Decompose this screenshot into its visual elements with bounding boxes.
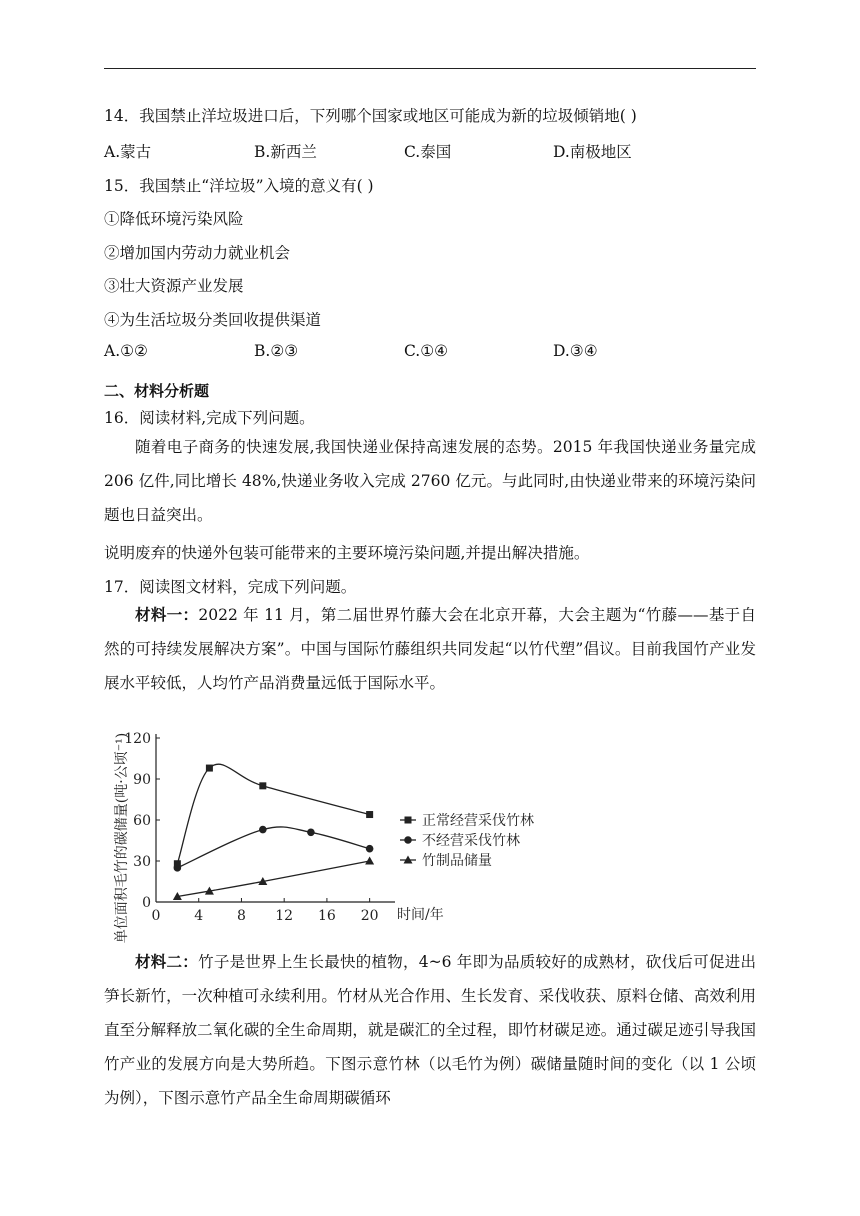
chart-curves [177,764,369,896]
q14-stem: 14．我国禁止洋垃圾进口后，下列哪个国家或地区可能成为新的垃圾倾销地( ) [104,107,637,125]
q14-option-c: C.泰国 [404,143,452,161]
legend-label-3: 竹制品储量 [422,853,492,869]
series-line-3 [177,861,369,897]
x-tick-label: 0 [151,908,161,924]
y-axis-label: 单位面积毛竹的碳储量(吨·公顷⁻¹) [114,732,130,944]
legend-label-2: 不经营采伐竹林 [422,833,520,849]
y-tick-label: 0 [142,895,151,911]
data-point-series-1 [206,765,213,772]
q16-material: 随着电子商务的快速发展,我国快递业保持高速发展的态势。2015 年我国快递业务量完成 206 亿件,同比增长 48%,快递业务收入完成 2760 亿元。与此同时,由快递业带来的环境污染问题也日益突出。 [104,438,756,524]
legend-marker-1 [405,817,412,824]
y-tick-label: 30 [133,854,151,870]
x-tick-label: 20 [360,908,379,924]
q14-option-b: B.新西兰 [254,143,317,161]
q15-option-c: C.①④ [404,342,449,360]
q15-item-1: ①降低环境污染风险 [104,210,244,228]
x-tick-label: 4 [194,908,204,924]
series-line-2 [177,827,369,868]
q15-item-3: ③壮大资源产业发展 [104,277,244,295]
q15-stem: 15．我国禁止“洋垃圾”入境的意义有( ) [104,177,374,195]
x-axis-label: 时间/年 [397,907,444,923]
q15-item-2: ②增加国内劳动力就业机会 [104,244,291,262]
q16-question: 说明废弃的快递外包装可能带来的主要环境污染问题,并提出解决措施。 [104,544,590,562]
data-point-series-2 [307,829,315,837]
q17-material-2 [104,945,756,1115]
legend-label-1: 正常经营采伐竹林 [422,813,534,829]
q15-option-d: D.③④ [553,342,598,360]
data-point-series-1 [366,811,373,818]
y-tick-label: 90 [133,772,151,788]
section-title: 二、材料分析题 [104,382,210,400]
legend-marker-2 [404,836,412,844]
material-2-label: 材料二： [135,953,199,971]
data-point-series-2 [366,845,374,853]
q15-item-4: ④为生活垃圾分类回收提供渠道 [104,311,322,329]
q16-stem: 16．阅读材料,完成下列问题。 [104,409,315,427]
x-tick-label: 12 [275,908,294,924]
q17-material-1 [104,598,756,700]
material-1-label: 材料一： [135,606,199,624]
header-rule [104,68,756,69]
data-point-series-2 [174,864,182,872]
data-point-series-1 [259,782,266,789]
chart-axes [113,731,444,943]
y-tick-label: 120 [124,731,151,747]
q15-option-b: B.②③ [254,342,299,360]
q15-option-a: A.①② [104,342,148,360]
data-point-series-2 [259,826,267,834]
chart-legend [400,812,534,869]
x-tick-label: 8 [236,908,246,924]
material-2-text: 竹子是世界上生长最快的植物，4~6 年即为品质较好的成熟材，砍伐后可促进出笋长新竹，一次种植可永续利用。竹材从光合作用、生长发育、采伐收获、原料仓储、高效利用直至分解释放二氧化碳的全生命周期，就是碳汇的全过程，即竹材碳足迹。通过碳足迹引导我国竹产业的发展方向是大势所趋。下图示意竹林（以毛竹为例）碳储量随时间的变化（以 1 公顷为例），下图示意竹产品全生命周期碳循环 [104,953,756,1107]
carbon-storage-chart [104,700,564,950]
series-line-1 [177,764,369,864]
y-tick-label: 60 [133,813,151,829]
x-tick-label: 16 [317,908,336,924]
data-point-series-3 [365,857,374,865]
q14-option-d: D.南极地区 [553,143,632,161]
material-1-text: 2022 年 11 月，第二届世界竹藤大会在北京开幕，大会主题为“竹藤——基于自然的可持续发展解决方案”。中国与国际竹藤组织共同发起“以竹代塑”倡议。目前我国竹产业发展水平较低，人均竹产品消费量远低于国际水平。 [104,606,756,692]
q14-option-a: A.蒙古 [104,143,152,161]
q17-stem: 17．阅读图文材料，完成下列问题。 [104,578,357,596]
